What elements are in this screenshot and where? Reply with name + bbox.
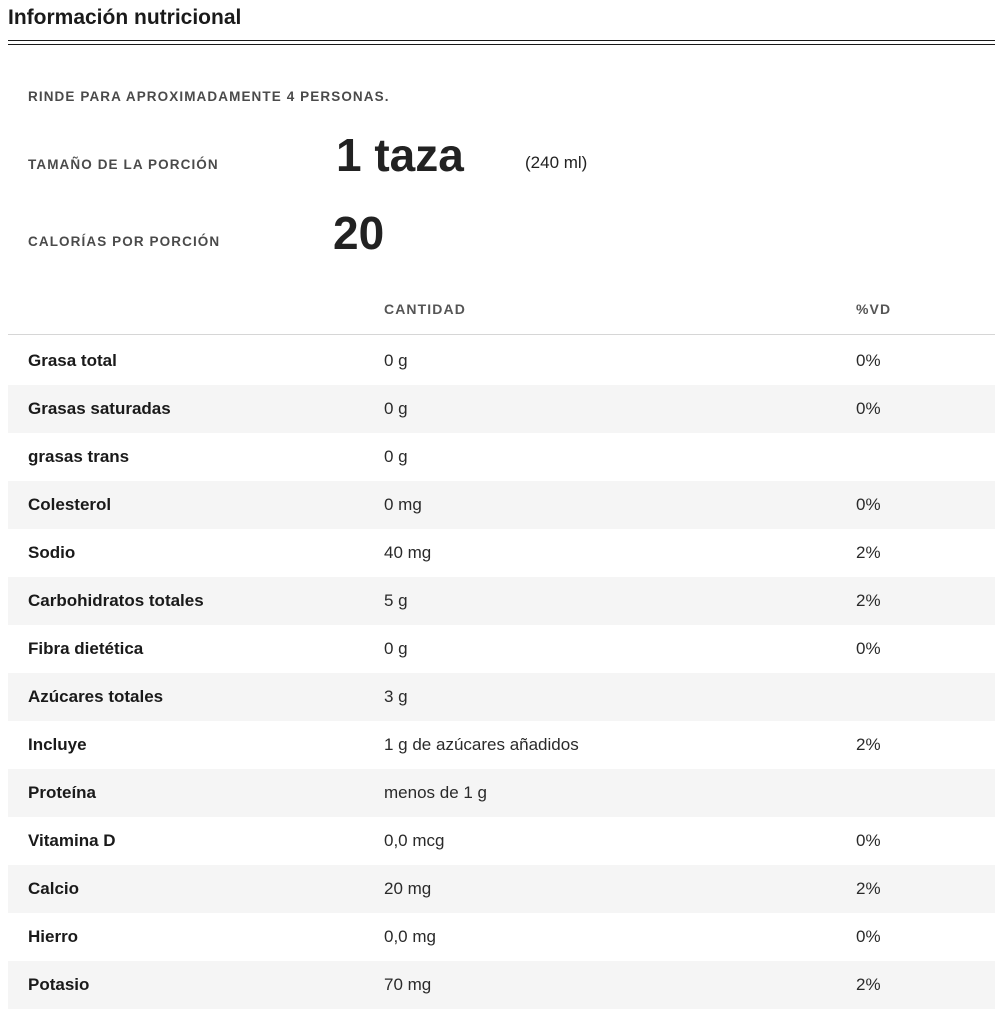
nutrient-daily-value xyxy=(856,673,995,721)
title-divider-bottom xyxy=(8,44,995,45)
nutrient-amount: 0 g xyxy=(384,385,856,433)
nutrient-name: Vitamina D xyxy=(28,831,116,850)
nutrient-daily-value xyxy=(856,769,995,817)
nutrient-name: Sodio xyxy=(28,543,76,562)
table-row xyxy=(8,433,995,481)
table-row xyxy=(8,817,995,865)
nutrient-name: Hierro xyxy=(28,927,79,946)
nutrient-daily-value: 2% xyxy=(856,543,881,562)
table-row xyxy=(8,577,995,625)
nutrient-daily-value: 0% xyxy=(856,351,881,370)
nutrient-name: Carbohidratos totales xyxy=(8,577,384,625)
nutrient-daily-value: 2% xyxy=(856,577,995,625)
table-header-divider xyxy=(8,334,995,335)
nutrient-name: Calcio xyxy=(8,865,384,913)
nutrient-daily-value: 0% xyxy=(856,927,881,946)
table-row xyxy=(8,865,995,913)
daily-value-column-header: %VD xyxy=(856,301,892,317)
yield-text: RINDE PARA APROXIMADAMENTE 4 PERSONAS. xyxy=(28,89,390,104)
nutrient-amount: 5 g xyxy=(384,577,856,625)
nutrient-name: Grasa total xyxy=(28,351,117,370)
nutrient-daily-value: 2% xyxy=(856,735,881,754)
nutrient-amount: 0 g xyxy=(384,447,408,466)
table-row xyxy=(8,337,995,385)
amount-column-header: CANTIDAD xyxy=(384,301,466,317)
calories-label: CALORÍAS POR PORCIÓN xyxy=(28,234,221,249)
page-title: Información nutricional xyxy=(8,6,242,29)
nutrient-amount: menos de 1 g xyxy=(384,769,856,817)
table-row xyxy=(8,529,995,577)
calories-value: 20 xyxy=(333,207,385,259)
nutrient-daily-value: 0% xyxy=(856,831,881,850)
nutrient-daily-value: 0% xyxy=(856,481,995,529)
nutrient-amount: 40 mg xyxy=(384,543,432,562)
nutrient-daily-value: 2% xyxy=(856,865,995,913)
nutrient-amount: 0 mg xyxy=(384,481,856,529)
table-row xyxy=(8,769,995,817)
nutrient-name: Fibra dietética xyxy=(28,639,144,658)
serving-size-label: TAMAÑO DE LA PORCIÓN xyxy=(28,157,219,172)
table-row xyxy=(8,481,995,529)
nutrient-amount: 0,0 mcg xyxy=(384,831,445,850)
nutrient-name: Azúcares totales xyxy=(8,673,384,721)
serving-size-unit: (240 ml) xyxy=(525,153,588,172)
table-row xyxy=(8,385,995,433)
nutrient-amount: 20 mg xyxy=(384,865,856,913)
nutrient-name: Proteína xyxy=(8,769,384,817)
nutrient-amount: 0 g xyxy=(384,351,408,370)
nutrient-amount: 0,0 mg xyxy=(384,927,436,946)
serving-size-value: 1 taza xyxy=(336,129,464,181)
nutrient-amount: 0 g xyxy=(384,639,408,658)
table-row xyxy=(8,721,995,769)
nutrient-daily-value: 0% xyxy=(856,639,881,658)
nutrient-amount: 1 g de azúcares añadidos xyxy=(384,735,579,754)
table-row xyxy=(8,913,995,961)
table-row xyxy=(8,673,995,721)
nutrient-daily-value xyxy=(856,433,995,481)
title-divider-top xyxy=(8,40,995,41)
nutrient-name: Potasio xyxy=(8,961,384,1009)
nutrient-amount: 70 mg xyxy=(384,961,856,1009)
nutrient-name: Colesterol xyxy=(8,481,384,529)
nutrient-amount: 3 g xyxy=(384,673,856,721)
nutrient-name: Grasas saturadas xyxy=(8,385,384,433)
nutrition-table xyxy=(8,337,995,1009)
nutrient-name: grasas trans xyxy=(28,447,130,466)
table-row xyxy=(8,961,995,1009)
nutrient-name: Incluye xyxy=(28,735,87,754)
nutrient-daily-value: 0% xyxy=(856,385,995,433)
table-row xyxy=(8,625,995,673)
nutrient-daily-value: 2% xyxy=(856,961,995,1009)
